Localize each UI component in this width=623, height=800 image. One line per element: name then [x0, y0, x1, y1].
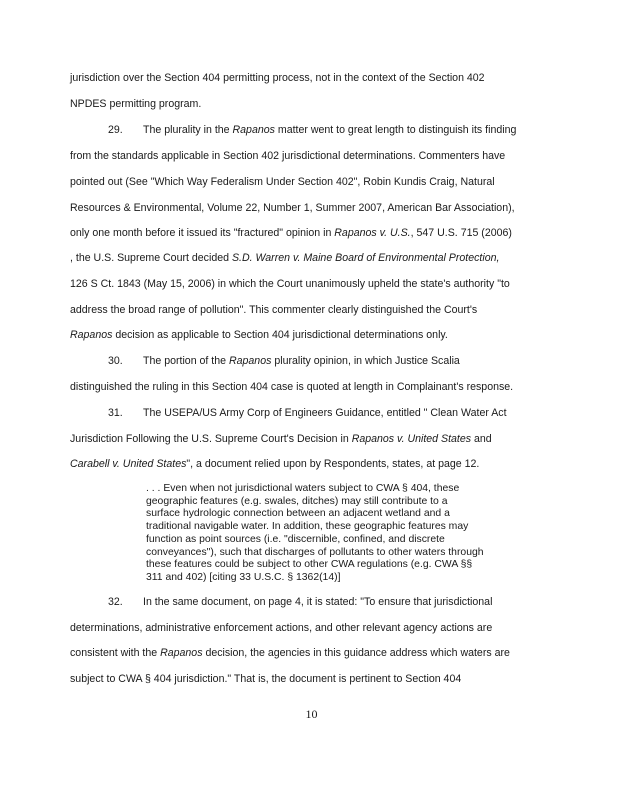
- text-line: Carabell v. United States", a document relied upon by Respondents, states, at page 12.: [70, 458, 480, 470]
- text-line: determinations, administrative enforcement actions, and other relevant agency actions are: [70, 622, 493, 634]
- paragraph-number: 32.: [108, 596, 123, 608]
- text-line: The USEPA/US Army Corp of Engineers Guidance, entitled " Clean Water Act: [143, 407, 507, 419]
- text-line: consistent with the Rapanos decision, the agencies in this guidance address which waters are: [70, 647, 510, 659]
- text-line: jurisdiction over the Section 404 permitting process, not in the context of the Section 402: [70, 72, 485, 84]
- paragraph-number: 30.: [108, 355, 123, 367]
- text-line: 126 S Ct. 1843 (May 15, 2006) in which the Court unanimously upheld the state's authority "to: [70, 278, 510, 290]
- text-line: Rapanos decision as applicable to Section 404 jurisdictional determinations only.: [70, 329, 448, 341]
- text-line: Jurisdiction Following the U.S. Supreme Court's Decision in Rapanos v. United States and: [70, 433, 492, 445]
- text-line: The portion of the Rapanos plurality opinion, in which Justice Scalia: [143, 355, 460, 367]
- quote-line: these features could be subject to other CWA regulations (e.g. CWA §§: [146, 559, 473, 571]
- text-line: pointed out (See "Which Way Federalism Under Section 402", Robin Kundis Craig, Natural: [70, 176, 495, 188]
- text-line: from the standards applicable in Section 402 jurisdictional determinations. Commenters have: [70, 150, 506, 162]
- quote-line: conveyances"), such that discharges of pollutants to other waters through: [146, 546, 484, 558]
- paragraph-number: 29.: [108, 124, 123, 136]
- text-line: In the same document, on page 4, it is stated: "To ensure that jurisdictional: [143, 596, 493, 608]
- quote-line: surface hydrologic connection between an adjacent wetland and a: [146, 508, 450, 520]
- text-line: distinguished the ruling in this Section 404 case is quoted at length in Complainant's response.: [70, 381, 514, 393]
- quote-line: geographic features (e.g. swales, ditches) may still contribute to a: [146, 495, 448, 507]
- text-line: , the U.S. Supreme Court decided S.D. Warren v. Maine Board of Environmental Protection,: [70, 252, 500, 264]
- paragraph-number: 31.: [108, 407, 123, 419]
- text-line: only one month before it issued its "fractured" opinion in Rapanos v. U.S., 547 U.S. 715 (2006): [70, 227, 512, 239]
- quote-line: . . . Even when not jurisdictional waters subject to CWA § 404, these: [146, 483, 460, 494]
- text-line: The plurality in the Rapanos matter went to great length to distinguish its finding: [143, 124, 517, 136]
- text-line: NPDES permitting program.: [70, 98, 202, 110]
- quote-line: traditional navigable water. In addition, these geographic features may: [146, 521, 469, 533]
- page-number: 10: [305, 707, 318, 721]
- quote-line: function as point sources (i.e. "discernible, confined, and discrete: [146, 533, 445, 545]
- quote-line: 311 and 402) [citing 33 U.S.C. § 1362(14)]: [146, 571, 341, 583]
- text-line: subject to CWA § 404 jurisdiction." That is, the document is pertinent to Section 404: [70, 673, 462, 685]
- text-line: address the broad range of pollution". This commenter clearly distinguished the Court's: [70, 304, 478, 316]
- text-line: Resources & Environmental, Volume 22, Number 1, Summer 2007, American Bar Association),: [70, 202, 515, 214]
